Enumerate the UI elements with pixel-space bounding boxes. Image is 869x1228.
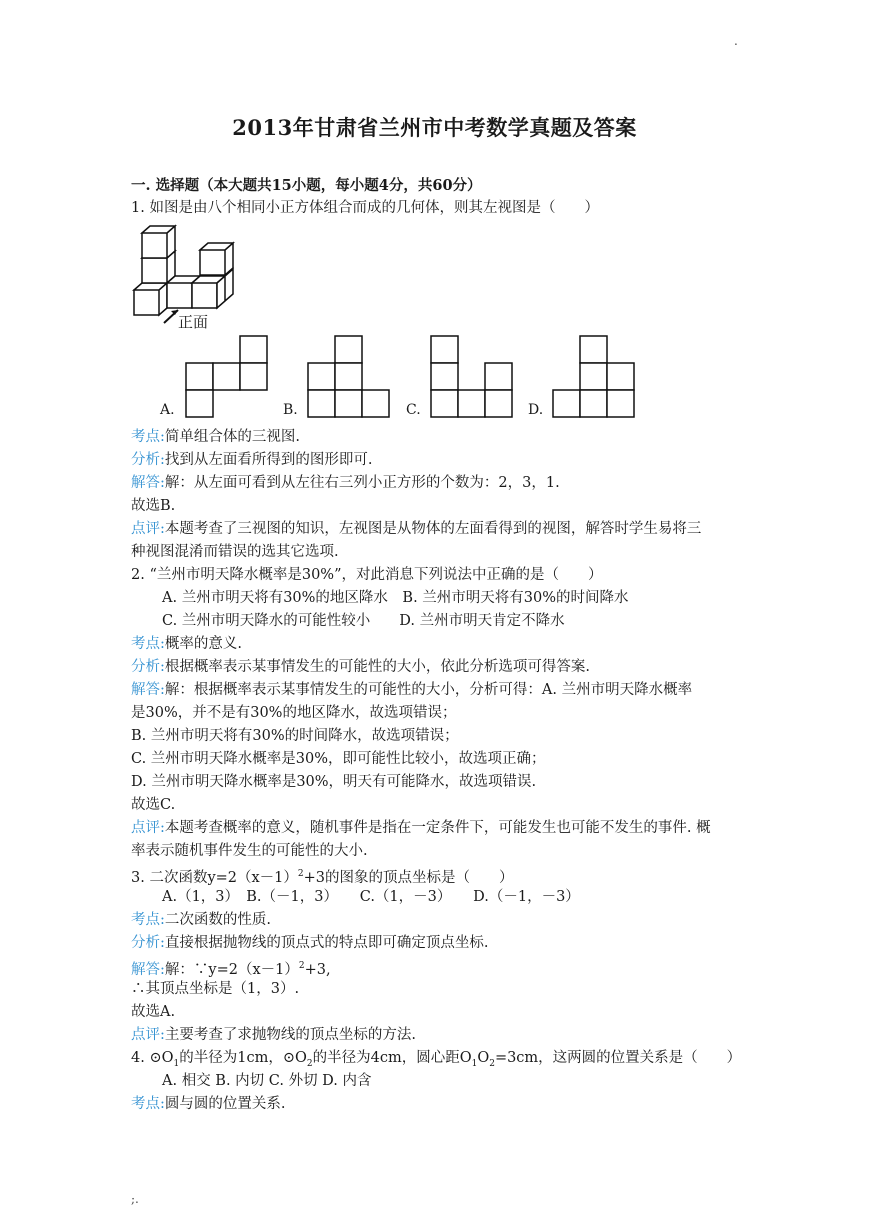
q1-dianping-text: 本题考查了三视图的知识，左视图是从物体的左面看得到的视图，解答时学生易将三 <box>164 521 702 537</box>
jieda-tag: 解答: <box>131 961 165 978</box>
corner-mark-top: . <box>734 34 738 48</box>
q1-option-b-label: B. <box>283 402 298 418</box>
q4-sub2: 2 <box>306 1058 313 1069</box>
kaodian-tag: 考点: <box>131 636 165 652</box>
q3-jieda <box>131 956 331 980</box>
q3-dianping <box>131 1025 416 1045</box>
q3-jieda-sup: 2 <box>298 961 305 971</box>
q1-front-label: 正面 <box>178 313 209 331</box>
q3-choice: 故选A. <box>131 1004 176 1020</box>
q4-s4: O <box>477 1050 490 1066</box>
kaodian-tag: 考点: <box>131 1096 165 1112</box>
jieda-tag: 解答: <box>131 682 165 698</box>
q2-kaodian <box>131 634 242 654</box>
q4-s5: =3cm，这两圆的位置关系是（ ） <box>494 1050 742 1066</box>
q1-option-d-figure <box>550 335 636 419</box>
q2-jieda <box>131 680 692 700</box>
fenxi-tag: 分析: <box>131 452 165 468</box>
q4-s2: 的半径为1cm，⊙O <box>179 1050 307 1066</box>
q4-stem <box>131 1048 741 1074</box>
q2-jieda-text: 解：根据概率表示某事情发生的可能性的大小，分析可得：A. 兰州市明天降水概率 <box>164 682 693 698</box>
q2-jieda-5: D. 兰州市明天降水概率是30%，明天有可能降水，故选项错误. <box>131 774 537 790</box>
q4-sub4: 2 <box>489 1058 495 1069</box>
q1-jieda-text: 解：从左面可看到从左往右三列小正方形的个数为：2，3，1. <box>164 475 560 491</box>
q2-jieda-4: C. 兰州市明天降水概率是30%，即可能性比较小，故选项正确； <box>131 751 546 767</box>
q2-dianping-cont: 率表示随机事件发生的可能性的大小. <box>131 843 368 859</box>
q3-stem <box>131 864 514 888</box>
q3-jieda-b: +3, <box>304 961 331 978</box>
q1-jieda <box>131 473 560 493</box>
q4-s1: 4. ⊙O <box>131 1050 174 1066</box>
q4-kaodian <box>131 1094 286 1114</box>
q1-option-c-label: C. <box>406 402 421 418</box>
q3-stem-b: +3的图象的顶点坐标是（ ） <box>303 869 514 886</box>
q4-s3: 的半径为4cm，圆心距O <box>312 1050 472 1066</box>
section-heading: 一. 选择题（本大题共15小题，每小题4分，共60分） <box>131 177 482 194</box>
fenxi-tag: 分析: <box>131 935 165 951</box>
q2-fenxi-text: 根据概率表示某事情发生的可能性的大小，依此分析选项可得答案. <box>164 659 590 675</box>
dianping-tag: 点评: <box>131 820 165 836</box>
q1-option-b-figure <box>305 335 391 419</box>
q2-options-row1: A. 兰州市明天将有30%的地区降水 B. 兰州市明天将有30%的时间降水 <box>162 590 629 606</box>
q3-stem-sup: 2 <box>297 869 304 879</box>
q1-option-a-label: A. <box>160 402 175 418</box>
dianping-tag: 点评: <box>131 1027 165 1043</box>
q4-options: A. 相交 B. 内切 C. 外切 D. 内含 <box>162 1073 372 1089</box>
corner-mark-bottom: ;. <box>131 1192 139 1206</box>
q1-fenxi <box>131 450 373 470</box>
kaodian-tag: 考点: <box>131 912 165 928</box>
q1-kaodian-text: 简单组合体的三视图. <box>164 429 300 445</box>
q1-option-d-label: D. <box>528 402 544 418</box>
q4-sub3: 1 <box>471 1058 478 1069</box>
q2-jieda-2: 是30%，并不是有30%的地区降水，故选项错误； <box>131 705 457 721</box>
q3-options: A.（1，3） B.（－1，3） C.（1，－3） D.（－1，－3） <box>162 889 580 905</box>
q3-kaodian <box>131 910 271 930</box>
q2-jieda-3: B. 兰州市明天将有30%的时间降水，故选项错误； <box>131 728 459 744</box>
q2-options-row2: C. 兰州市明天降水的可能性较小 D. 兰州市明天肯定不降水 <box>162 613 565 629</box>
q2-dianping-text: 本题考查概率的意义，随机事件是指在一定条件下，可能发生也可能不发生的事件. 概 <box>164 820 711 836</box>
kaodian-tag: 考点: <box>131 429 165 445</box>
fenxi-tag: 分析: <box>131 659 165 675</box>
q3-fenxi <box>131 933 489 953</box>
q1-dianping-cont: 种视图混淆而错误的选其它选项. <box>131 544 339 560</box>
q1-fenxi-text: 找到从左面看所得到的图形即可. <box>164 452 373 468</box>
q3-kaodian-text: 二次函数的性质. <box>164 912 271 928</box>
q2-fenxi <box>131 657 590 677</box>
q1-dianping <box>131 519 701 539</box>
page-title: 2013年甘肃省兰州市中考数学真题及答案 <box>232 115 637 140</box>
q3-fenxi-text: 直接根据抛物线的顶点式的特点即可确定顶点坐标. <box>164 935 489 951</box>
q1-choice: 故选B. <box>131 498 176 514</box>
q1-kaodian <box>131 427 300 447</box>
q4-sub1: 1 <box>173 1058 180 1069</box>
q2-choice: 故选C. <box>131 797 176 813</box>
q4-kaodian-text: 圆与圆的位置关系. <box>164 1096 286 1112</box>
q1-option-a-figure <box>183 335 269 419</box>
jieda-tag: 解答: <box>131 475 165 491</box>
q3-dianping-text: 主要考查了求抛物线的顶点坐标的方法. <box>164 1027 416 1043</box>
q1-option-c-figure <box>428 335 514 419</box>
q2-stem: 2. “兰州市明天降水概率是30%”，对此消息下列说法中正确的是（ ） <box>131 567 603 583</box>
q3-jieda-2: ∴其顶点坐标是（1，3）. <box>131 981 300 997</box>
q2-dianping <box>131 818 711 838</box>
q1-stem: 1. 如图是由八个相同小正方体组合而成的几何体，则其左视图是（ ） <box>131 200 599 216</box>
q3-jieda-a: 解：∵y=2（x－1） <box>164 961 299 978</box>
q3-stem-a: 3. 二次函数y=2（x－1） <box>131 869 298 886</box>
iso-cubes <box>134 226 233 315</box>
q2-kaodian-text: 概率的意义. <box>164 636 242 652</box>
dianping-tag: 点评: <box>131 521 165 537</box>
